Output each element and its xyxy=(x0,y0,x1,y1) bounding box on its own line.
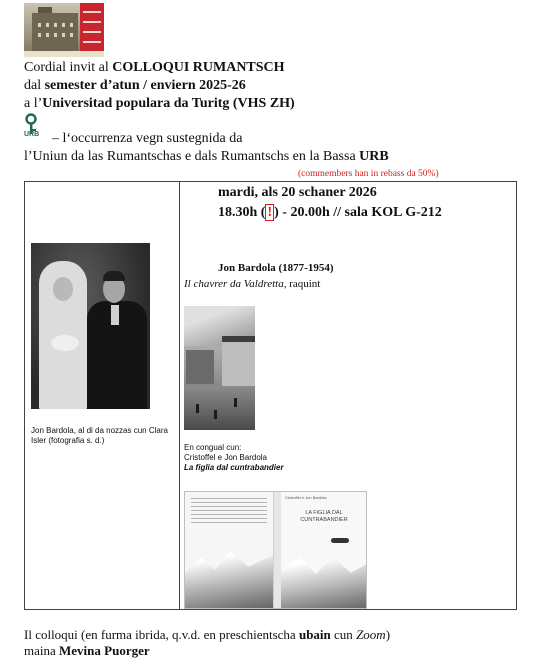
sponsor-line1: – l‘occurrenza vegn sustegnida da xyxy=(52,131,243,146)
university-line: a l’Universitad populara da Turitg (VHS ZH) xyxy=(24,96,295,111)
book-line: Il chavrer da Valdretta, raquint xyxy=(184,278,321,290)
village-photo xyxy=(184,306,255,430)
semester-line: dal semester d’atun / enviern 2025-26 xyxy=(24,78,246,93)
book-cover-authors: Cristoffel e Jon Bardola xyxy=(285,495,327,500)
comparison-note: En congual cun: Cristoffel e Jon Bardola La figlia dal cuntrabandier xyxy=(184,443,284,472)
photo-caption: Jon Bardola, al di da nozzas cun Clara Isler (fotografia s. d.) xyxy=(31,426,168,445)
wedding-photo xyxy=(31,243,150,409)
sponsor-line2: l’Uniun da las Rumantschas e dals Rumantschs en la Bassa URB xyxy=(24,149,389,164)
colloqui-title: COLLOQUI RUMANTSCH xyxy=(112,60,285,75)
book-cover xyxy=(184,491,367,609)
header-photo xyxy=(24,3,104,57)
footer-format-line: Il colloqui (en furma ibrida, q.v.d. en preschientscha ubain cun Zoom) xyxy=(24,627,391,642)
event-time: 18.30h ( ! ) - 20.00h // sala KOL G-212 xyxy=(218,205,442,220)
discount-note: (commembers han in rebass da 50%) xyxy=(298,169,439,179)
author-name: Jon Bardola (1877-1954) xyxy=(218,262,334,274)
time-warning-mark: ! xyxy=(267,205,273,220)
table-divider xyxy=(179,181,180,610)
invitation-line: Cordial invit al COLLOQUI RUMANTSCH xyxy=(24,60,285,75)
urb-logo-text: URB xyxy=(24,131,40,138)
book-cover-title: LA FIGLIA DAL CUNTRABANDIER xyxy=(300,510,348,523)
event-date: mardi, als 20 schaner 2026 xyxy=(218,185,377,200)
footer-host-line: maina Mevina Puorger xyxy=(24,643,150,658)
